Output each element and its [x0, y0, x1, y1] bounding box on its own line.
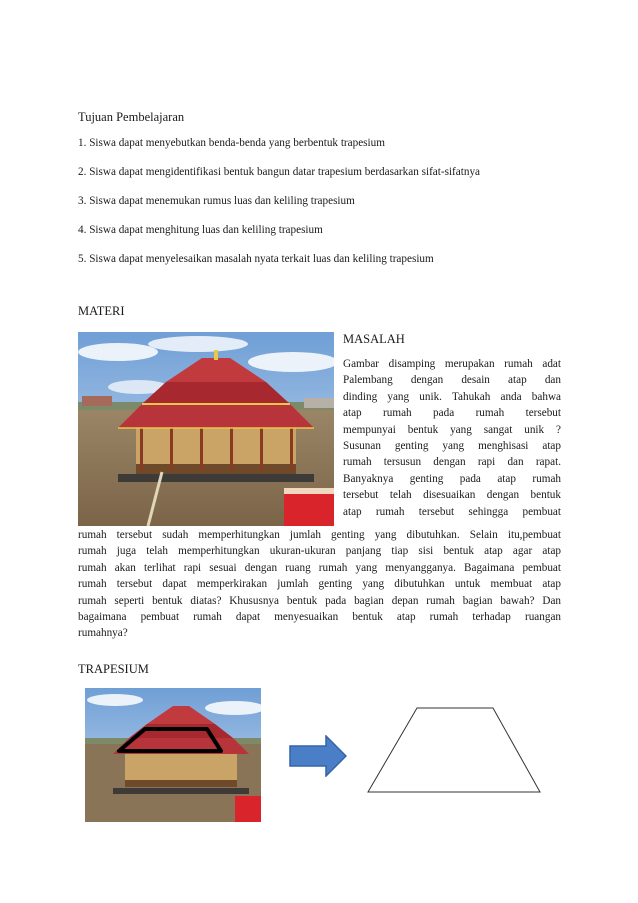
paragraph-line: Susunan genting yang menghisasi atap [343, 439, 561, 452]
paragraph-line: dinding yang unik. Tahukah anda bahwa [343, 390, 561, 403]
paragraph-line: mempunyai bentuk yang sangat unik ? [343, 423, 561, 436]
paragraph-line: rumah juga telah memperhitungkan ukuran-ukuran panjang tiap sisi bentuk atap agar atap [78, 545, 561, 558]
masalah-paragraph-full [78, 527, 561, 642]
paragraph-line: rumah tersebut dapat memperkirakan jumlah genting yang dibutuhkan untuk membuat atap [78, 578, 561, 591]
paragraph-line: rumah akan terlihat rapi sesuai dengan ruang rumah yang menyangganya. Bagaimana pembuat [78, 561, 561, 574]
paragraph-line: rumah seperti bentuk diatas? Khususnya bentuk pada bagian depan rumah bagian bawah? Dan [78, 594, 561, 607]
paragraph-line: tersebut telah disesuaikan dengan bentuk [343, 489, 561, 502]
masalah-heading: MASALAH [343, 332, 405, 346]
trapezoid-outline [365, 705, 543, 795]
paragraph-line: Gambar disamping merupakan rumah adat [343, 358, 561, 370]
rumah-adat-photo-with-trapezoid [85, 688, 261, 822]
paragraph-line: rumahnya? [78, 627, 128, 640]
trapesium-heading: TRAPESIUM [78, 662, 149, 676]
paragraph-line: Palembang dengan desain atap dan [343, 374, 561, 387]
materi-heading: MATERI [78, 304, 125, 318]
paragraph-line: rumah tersusun dengan rapi dan rapat. [343, 456, 561, 469]
objective-item: 2. Siswa dapat mengidentifikasi bentuk bangun datar trapesium berdasarkan sifat-sifatnya [78, 166, 481, 178]
paragraph-line: bagaimana pembuat rumah dapat menyesuaikan bentuk atap rumah terhadap ruangan [78, 610, 561, 623]
masalah-paragraph-side [343, 356, 561, 520]
paragraph-line: atap rumah tersebut sehingga pembuat [343, 505, 561, 518]
objective-item: 4. Siswa dapat menghitung luas dan keliling trapesium [78, 224, 323, 236]
objective-item: 5. Siswa dapat menyelesaikan masalah nyata terkait luas dan keliling trapesium [78, 253, 434, 265]
rumah-adat-photo [78, 332, 334, 526]
objectives-heading: Tujuan Pembelajaran [78, 110, 185, 124]
paragraph-line: rumah tersebut sudah memperhitungkan jumlah genting yang dibutuhkan. Selain itu,pembuat [78, 529, 561, 541]
objective-item: 3. Siswa dapat menemukan rumus luas dan keliling trapesium [78, 195, 355, 207]
paragraph-line: atap rumah pada rumah tersebut [343, 407, 561, 420]
paragraph-line: Banyaknya genting pada atap rumah [343, 472, 561, 485]
objective-item: 1. Siswa dapat menyebutkan benda-benda yang berbentuk trapesium [78, 137, 385, 149]
right-arrow-icon [289, 735, 347, 777]
